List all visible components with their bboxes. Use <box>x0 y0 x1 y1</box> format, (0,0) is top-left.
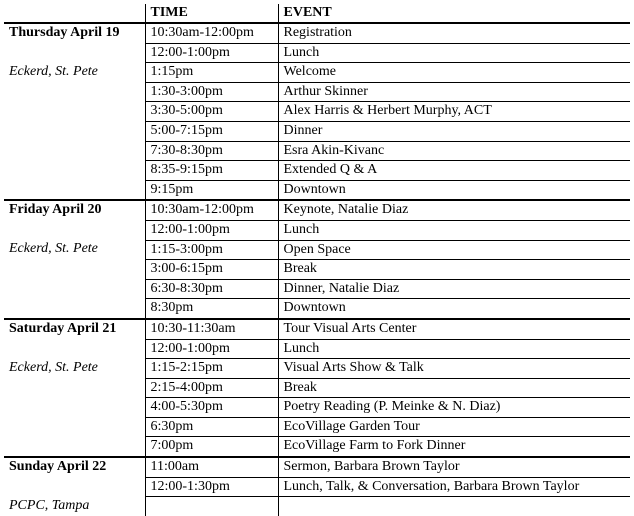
header-day-column <box>4 4 145 23</box>
event-cell: Downtown <box>278 299 630 319</box>
empty-day-cell <box>4 398 145 418</box>
event-cell: Dinner <box>278 121 630 141</box>
empty-day-cell <box>4 299 145 319</box>
schedule-row <box>4 437 630 457</box>
empty-day-cell <box>4 220 145 240</box>
header-event: EVENT <box>278 4 630 23</box>
time-cell: 10:30am-12:00pm <box>145 200 278 220</box>
schedule-row <box>4 23 630 43</box>
schedule-row <box>4 161 630 181</box>
event-cell <box>278 497 630 516</box>
schedule-row <box>4 220 630 240</box>
event-cell: EcoVillage Garden Tour <box>278 417 630 437</box>
event-cell: Lunch <box>278 220 630 240</box>
time-cell: 8:30pm <box>145 299 278 319</box>
schedule-row <box>4 240 630 260</box>
empty-day-cell <box>4 339 145 359</box>
location-label: Eckerd, St. Pete <box>9 63 98 79</box>
time-cell: 1:15pm <box>145 63 278 83</box>
event-cell: Lunch <box>278 339 630 359</box>
empty-day-cell <box>4 43 145 63</box>
empty-day-cell <box>4 180 145 200</box>
empty-day-cell <box>4 477 145 497</box>
schedule-body <box>4 23 630 516</box>
empty-day-cell <box>4 437 145 457</box>
event-cell: Keynote, Natalie Diaz <box>278 200 630 220</box>
schedule-row <box>4 260 630 280</box>
time-cell: 1:15-2:15pm <box>145 359 278 379</box>
time-cell: 11:00am <box>145 457 278 477</box>
time-cell: 3:30-5:00pm <box>145 102 278 122</box>
event-cell: Welcome <box>278 63 630 83</box>
schedule-document <box>4 4 630 516</box>
event-cell: Open Space <box>278 240 630 260</box>
time-cell: 8:35-9:15pm <box>145 161 278 181</box>
event-cell: Sermon, Barbara Brown Taylor <box>278 457 630 477</box>
day-label: Sunday April 22 <box>4 457 145 477</box>
schedule-table <box>4 4 630 516</box>
event-cell: Tour Visual Arts Center <box>278 319 630 339</box>
empty-day-cell <box>4 82 145 102</box>
schedule-row <box>4 299 630 319</box>
schedule-row <box>4 200 630 220</box>
event-cell: Registration <box>278 23 630 43</box>
empty-day-cell <box>4 102 145 122</box>
time-cell: 12:00-1:00pm <box>145 220 278 240</box>
empty-day-cell <box>4 279 145 299</box>
event-cell: Break <box>278 260 630 280</box>
time-cell: 3:00-6:15pm <box>145 260 278 280</box>
event-cell: EcoVillage Farm to Fork Dinner <box>278 437 630 457</box>
day-label: Thursday April 19 <box>4 23 145 43</box>
location-label: Eckerd, St. Pete <box>9 359 98 375</box>
schedule-row <box>4 398 630 418</box>
time-cell: 7:30-8:30pm <box>145 141 278 161</box>
event-cell: Extended Q & A <box>278 161 630 181</box>
event-cell: Lunch <box>278 43 630 63</box>
empty-day-cell <box>4 121 145 141</box>
time-cell: 10:30-11:30am <box>145 319 278 339</box>
time-cell: 1:15-3:00pm <box>145 240 278 260</box>
time-cell: 6:30-8:30pm <box>145 279 278 299</box>
header-time: TIME <box>145 4 278 23</box>
schedule-row <box>4 417 630 437</box>
time-cell: 9:15pm <box>145 180 278 200</box>
empty-day-cell <box>4 141 145 161</box>
time-cell: 12:00-1:00pm <box>145 339 278 359</box>
event-cell: Poetry Reading (P. Meinke & N. Diaz) <box>278 398 630 418</box>
day-label: Saturday April 21 <box>4 319 145 339</box>
schedule-row <box>4 477 630 497</box>
schedule-row <box>4 378 630 398</box>
event-cell: Break <box>278 378 630 398</box>
schedule-row <box>4 180 630 200</box>
schedule-row <box>4 279 630 299</box>
event-cell: Lunch, Talk, & Conversation, Barbara Brown Taylor <box>278 477 630 497</box>
time-cell: 12:00-1:30pm <box>145 477 278 497</box>
header-row <box>4 4 630 23</box>
schedule-row <box>4 457 630 477</box>
schedule-row <box>4 121 630 141</box>
time-cell <box>145 497 278 516</box>
time-cell: 4:00-5:30pm <box>145 398 278 418</box>
event-cell: Dinner, Natalie Diaz <box>278 279 630 299</box>
event-cell: Arthur Skinner <box>278 82 630 102</box>
event-cell: Esra Akin-Kivanc <box>278 141 630 161</box>
event-cell: Downtown <box>278 180 630 200</box>
schedule-row <box>4 82 630 102</box>
day-label: Friday April 20 <box>4 200 145 220</box>
schedule-row <box>4 359 630 379</box>
schedule-row <box>4 497 630 516</box>
empty-day-cell <box>4 161 145 181</box>
event-cell: Visual Arts Show & Talk <box>278 359 630 379</box>
schedule-row <box>4 339 630 359</box>
empty-day-cell <box>4 417 145 437</box>
time-cell: 12:00-1:00pm <box>145 43 278 63</box>
time-cell: 10:30am-12:00pm <box>145 23 278 43</box>
empty-day-cell <box>4 378 145 398</box>
time-cell: 1:30-3:00pm <box>145 82 278 102</box>
time-cell: 2:15-4:00pm <box>145 378 278 398</box>
empty-day-cell <box>4 260 145 280</box>
event-cell: Alex Harris & Herbert Murphy, ACT <box>278 102 630 122</box>
location-label: Eckerd, St. Pete <box>9 241 98 257</box>
time-cell: 7:00pm <box>145 437 278 457</box>
schedule-row <box>4 43 630 63</box>
time-cell: 6:30pm <box>145 417 278 437</box>
schedule-row <box>4 102 630 122</box>
schedule-row <box>4 63 630 83</box>
time-cell: 5:00-7:15pm <box>145 121 278 141</box>
schedule-row <box>4 319 630 339</box>
location-label: PCPC, Tampa <box>9 497 90 513</box>
schedule-row <box>4 141 630 161</box>
